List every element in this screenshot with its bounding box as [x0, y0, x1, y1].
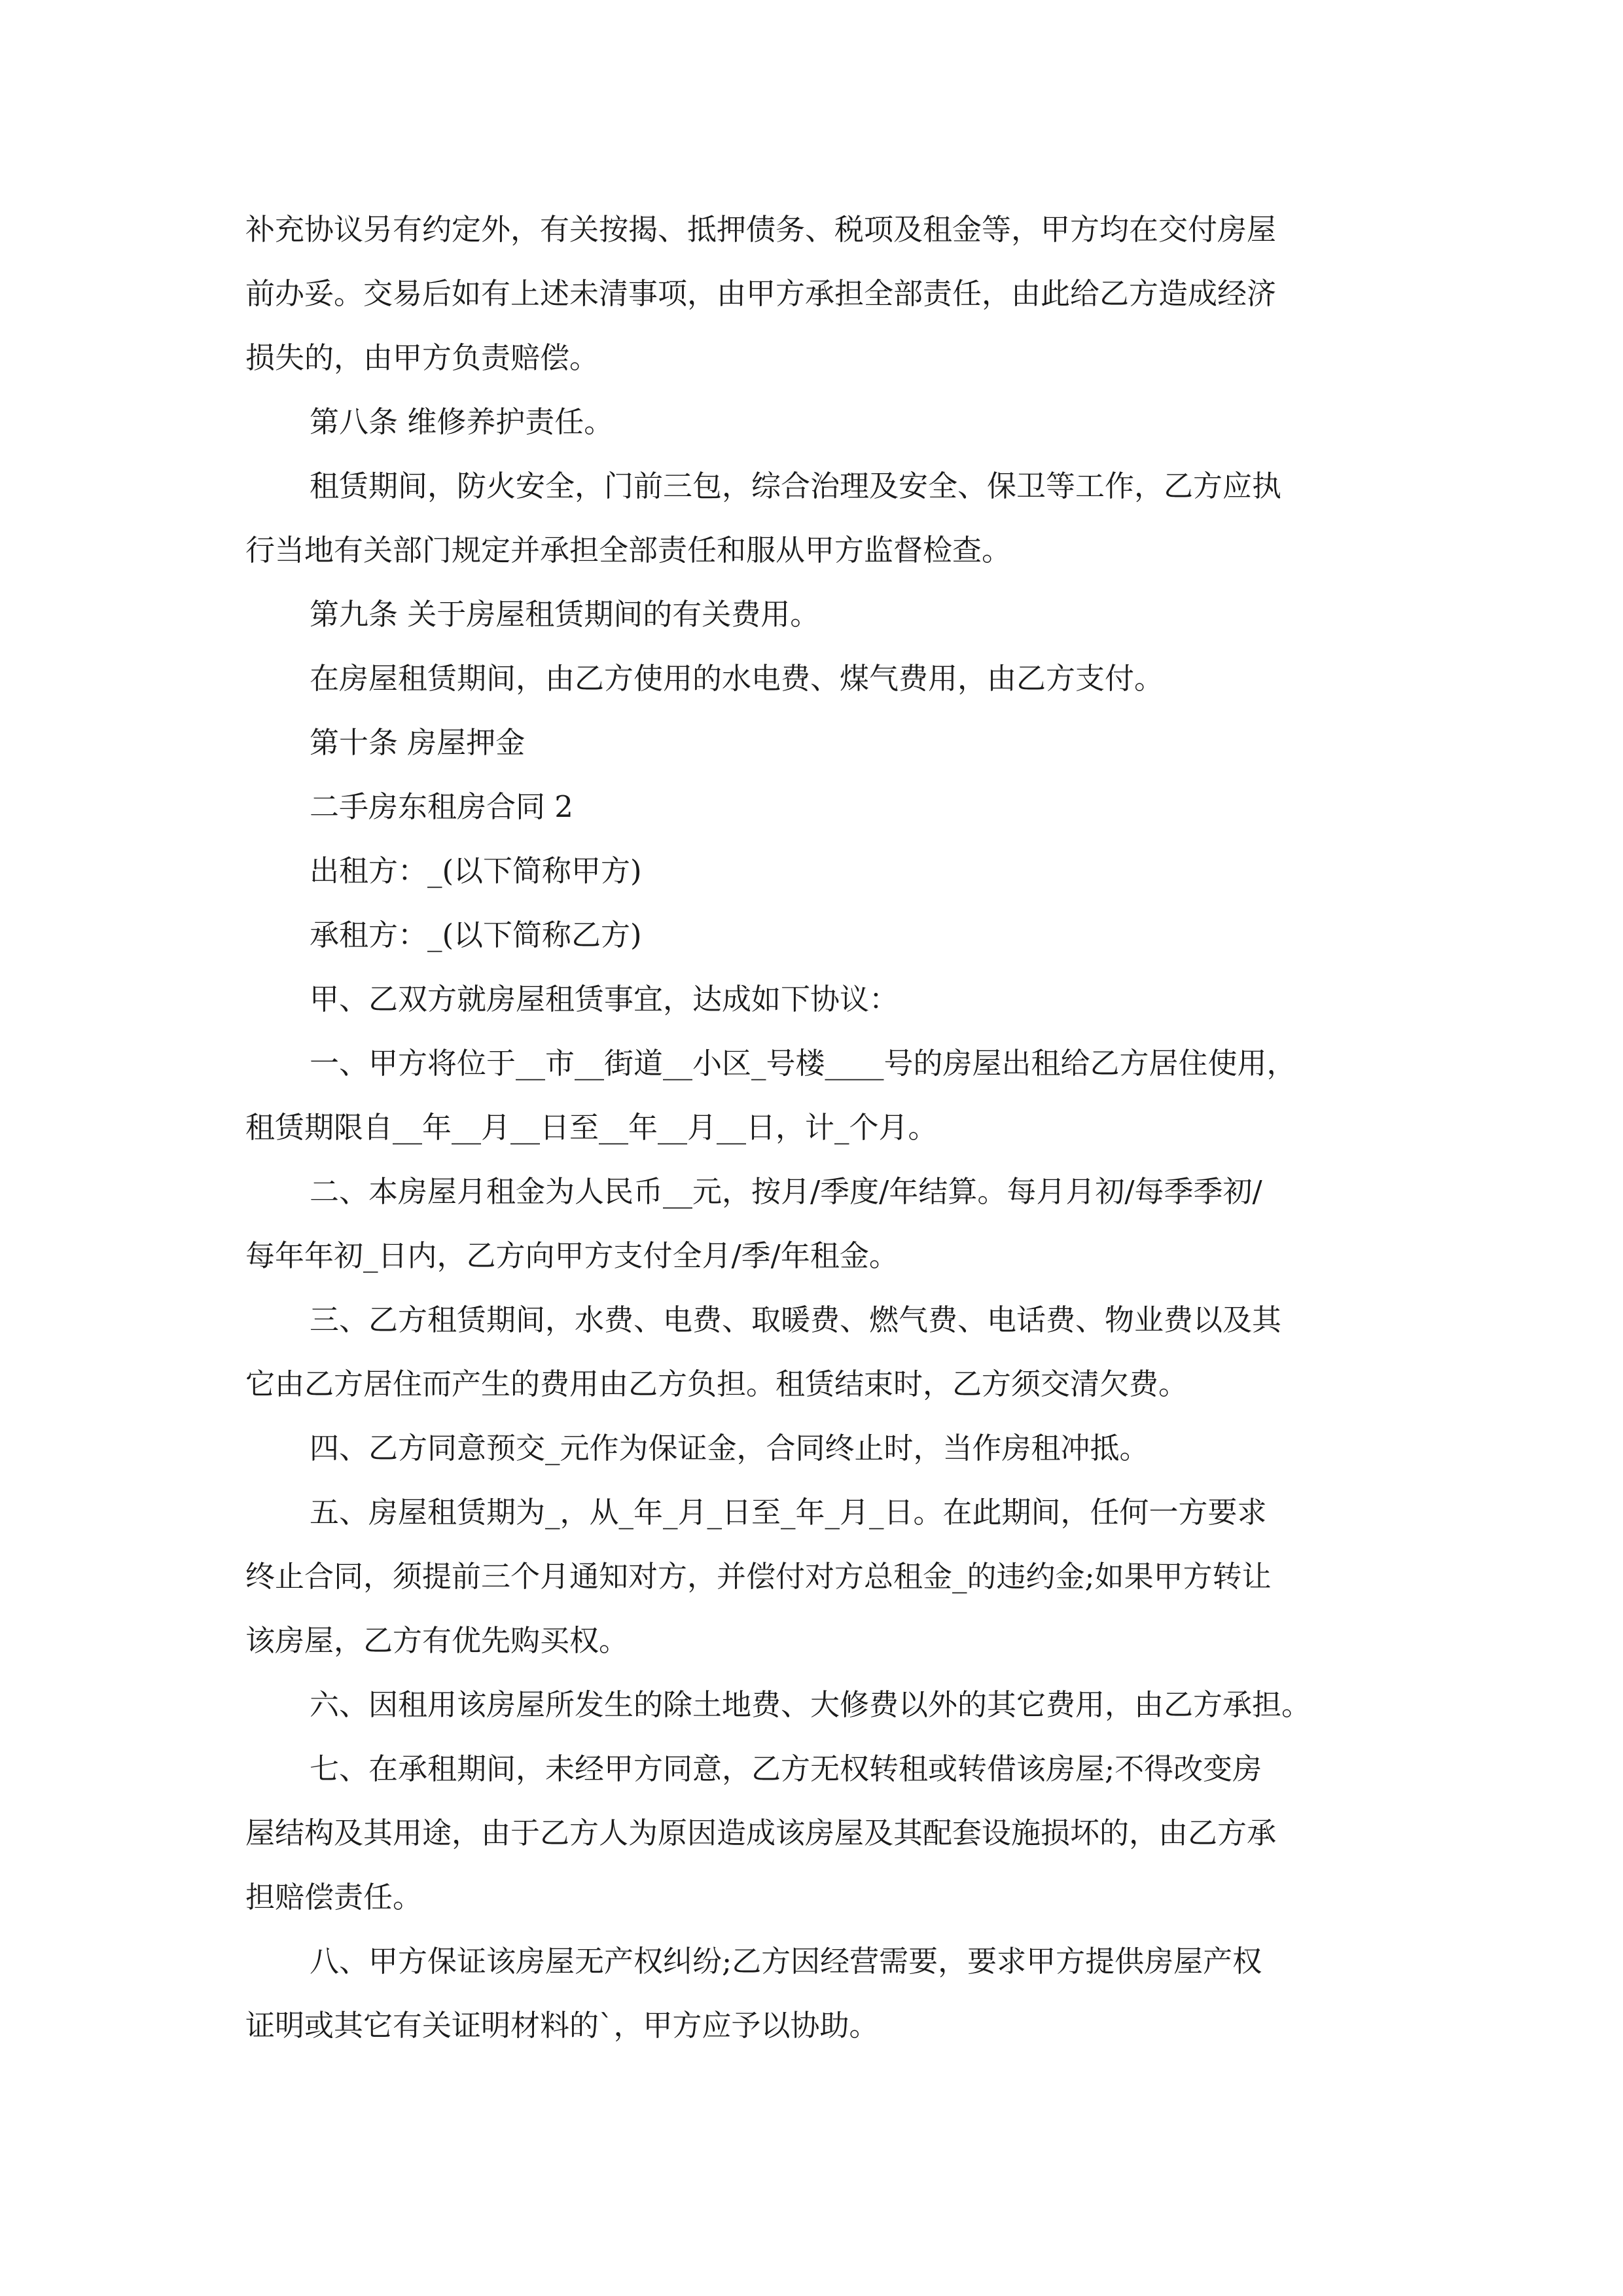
text-line: 该房屋，乙方有优先购买权。 — [245, 1623, 629, 1658]
text-line: 担赔偿责任。 — [245, 1880, 423, 1914]
article-heading: 第九条 关于房屋租赁期间的有关费用。 — [310, 597, 820, 632]
text-line: 损失的，由甲方负责赔偿。 — [245, 340, 599, 375]
text-line: 前办妥。交易后如有上述未清事项，由甲方承担全部责任，由此给乙方造成经济 — [245, 276, 1277, 311]
clause-8: 八、甲方保证该房屋无产权纠纷;乙方因经营需要，要求甲方提供房屋产权 — [310, 1944, 1262, 1979]
lessor-line: 出租方：_(以下简称甲方) — [310, 853, 642, 888]
text-line: 屋结构及其用途，由于乙方人为原因造成该房屋及其配套设施损坏的，由乙方承 — [245, 1816, 1277, 1850]
clause-2: 二、本房屋月租金为人民币__元，按月/季度/年结算。每月月初/每季季初/ — [310, 1174, 1262, 1209]
text-line: 证明或其它有关证明材料的`，甲方应予以协助。 — [245, 2008, 879, 2043]
clause-1: 一、甲方将位于__市__街道__小区_号楼____号的房屋出租给乙方居住使用， — [310, 1046, 1296, 1081]
clause-7: 七、在承租期间，未经甲方同意，乙方无权转租或转借该房屋;不得改变房 — [310, 1751, 1262, 1786]
clause-5: 五、房屋租赁期为_，从_年_月_日至_年_月_日。在此期间，任何一方要求 — [310, 1495, 1267, 1530]
text-line: 租赁期限自__年__月__日至__年__月__日，计_个月。 — [245, 1110, 938, 1145]
clause-3: 三、乙方租赁期间，水费、电费、取暖费、燃气费、电话费、物业费以及其 — [310, 1302, 1282, 1337]
text-line: 补充协议另有约定外，有关按揭、抵押债务、税项及租金等，甲方均在交付房屋 — [245, 212, 1277, 247]
text-line: 在房屋租赁期间，由乙方使用的水电费、煤气费用，由乙方支付。 — [310, 661, 1164, 696]
text-line: 甲、乙双方就房屋租赁事宜，达成如下协议： — [310, 982, 899, 1016]
text-line: 它由乙方居住而产生的费用由乙方负担。租赁结束时，乙方须交清欠费。 — [245, 1367, 1188, 1401]
lessee-line: 承租方：_(以下简称乙方) — [310, 918, 642, 952]
clause-4: 四、乙方同意预交_元作为保证金，合同终止时，当作房租冲抵。 — [310, 1431, 1149, 1465]
text-line: 行当地有关部门规定并承担全部责任和服从甲方监督检查。 — [245, 533, 1012, 567]
article-heading: 第八条 维修养护责任。 — [310, 404, 614, 439]
clause-6: 六、因租用该房屋所发生的除土地费、大修费以外的其它费用，由乙方承担。 — [310, 1687, 1311, 1722]
document-body — [245, 198, 1397, 2058]
text-line: 终止合同，须提前三个月通知对方，并偿付对方总租金_的违约金;如果甲方转让 — [245, 1559, 1272, 1594]
contract-title: 二手房东租房合同 2 — [310, 789, 573, 824]
text-line: 每年年初_日内，乙方向甲方支付全月/季/年租金。 — [245, 1238, 899, 1273]
text-line: 租赁期间，防火安全，门前三包，综合治理及安全、保卫等工作，乙方应执 — [310, 469, 1282, 503]
article-heading: 第十条 房屋押金 — [310, 725, 526, 760]
